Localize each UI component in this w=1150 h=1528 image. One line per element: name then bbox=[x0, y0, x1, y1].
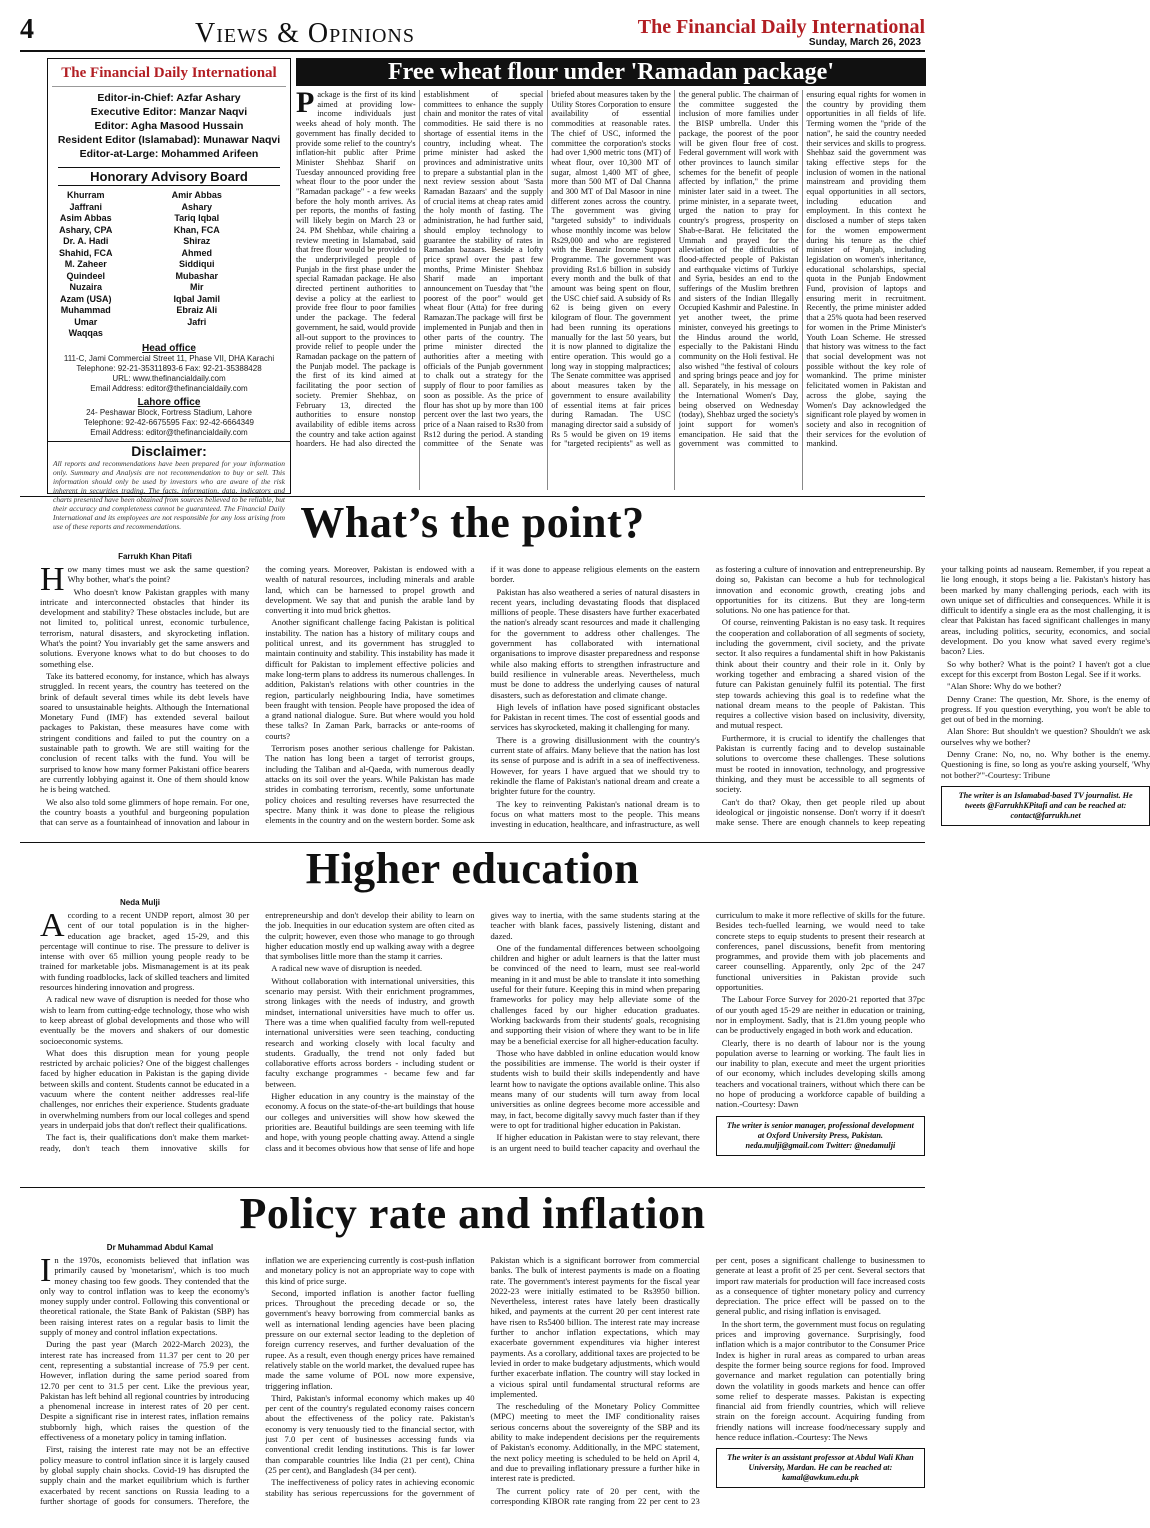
advisor-name: M. Zaheer Quindeel bbox=[64, 259, 107, 281]
article-paragraph: Second, imported inflation is another factor fuelling prices. Throughout the preceding decade or so, the government's heavy borrowing from commercial banks as well as international lending agencies have been placing pressure on our external sector leading to the depletion of foreign currency reserves, and further devaluation of the rupee. As a result, even though energy prices have remained relatively stable on the world market, the devalued rupee has made the same volume of POL now more expensive, triggering inflation. bbox=[265, 1287, 475, 1391]
article-paragraph: Those who have dabbled in online education would know the possibilities are immense. The world is their oyster if students wish to build their skills independently and have learnt how to navigate the options available online. This also means many of our students will turn away from local universities as online degrees become more accessible and may, in fact, become digitally savvy much faster than if they were to opt for traditional higher education in Pakistan. bbox=[490, 1047, 700, 1130]
article-paragraph: The key to reinventing Pakistan's national dream is to focus on what matters most to the people. This means investing in education, healthcare, and infrastructure, as well as fostering a culture of innovation and entrepreneurship. By doing so, Pakistan can become a hub for technological innovation and economic growth, creating jobs and opportunities for its citizens. But they are long-term solutions. No one has patience for that. bbox=[490, 564, 925, 830]
advisor-name: Muhammad Umar Waqqas bbox=[60, 305, 111, 338]
article-paragraph: Of course, reinventing Pakistan is no easy task. It requires the cooperation and collaboration of all segments of society, including the government, civil society, and the private sector. It also requires a fundamental shift in how Pakistanis think about their country and their role in it. Only by working together and embracing a shared vision of the future can Pakistan genuinely fulfil its potential. The first step towards achieving this goal is to redefine what the national dream means to the people of Pakistan. This requires a collective vision based on inclusivity, diversity, and mutual respect. bbox=[715, 617, 925, 731]
advisory-board-list bbox=[48, 190, 290, 340]
lahore-office-details bbox=[48, 408, 290, 438]
article-paragraph: High levels of inflation have posed significant obstacles for Pakistan in recent times. The cost of essential goods and services has skyrocketed, making it challenging for many. bbox=[490, 701, 700, 733]
editorial-staff bbox=[48, 91, 290, 161]
address-line: Telephone: 92-42-6675595 Fax: 92-42-6664349 bbox=[84, 417, 254, 427]
article-paragraph: Pakistan has also weathered a series of natural disasters in recent years, including devastating floods that displaced millions of people. These disasters have further exacerbated the nation's already scant resources and made it challenging for the government to address other challenges. The government has collaborated with international organisations to improve disaster preparedness and response while also making efforts to strengthen infrastructure and build resilience in vulnerable areas. Nevertheless, much must be done to address the underlying causes of natural disasters, such as deforestation and climate change. bbox=[490, 586, 700, 700]
drop-cap: A bbox=[40, 907, 65, 944]
article-paragraph: A radical new wave of disruption is needed. bbox=[271, 963, 423, 974]
article-paragraph: ccording to a recent UNDP report, almost 30 per cent of our total population is in the higher-education age bracket, aged 15-29, and this percentage will continue to rise. The pressure to deliver is intense with over 65 million young people ready to be trained for marketable jobs. Mismanagement is at its peak with funding roadblocks, lack of skilled teachers and limited resources hindering innovation and progress. bbox=[40, 910, 250, 993]
article-paragraph: Furthermore, it is crucial to identify the challenges that Pakistan is currently facing and to develop sustainable solutions to overcome these challenges. These solutions must be rooted in innovation, technology, and progressive thinking, and they must be accessible to all segments of society. bbox=[715, 732, 925, 795]
article-paragraph: What does this disruption mean for young people restricted by archaic policies? One of the biggest challenges faced by higher education in Pakistan is the gaping divide between skills and content. Students cannot be educated in a vacuum where the content neither addresses real-life challenges, nor enriches their experience. Students graduate in overwhelming numbers from our local colleges and spend years in underpaid jobs that don't reflect their qualifications. bbox=[40, 1047, 250, 1130]
advisor-name: Khurram Jaffrani bbox=[66, 190, 105, 212]
article-paragraph: The rescheduling of the Monetary Policy Committee (MPC) meeting to meet the IMF conditionality raises serious concerns about the sovereignty of the SBP and its ability to make independent decisions per the requirements of Pakistan's economy. Additionally, in the MPC statement, the next policy meeting is scheduled to be held on April 4, and due to prevailing inflationary pressure a further hike in interest rate is predicted. bbox=[490, 1401, 700, 1484]
masthead-paper-name: The Financial Daily International bbox=[52, 65, 286, 87]
address-line: Email Address: editor@thefinancialdaily.com bbox=[90, 383, 248, 393]
section-title: Views & Opinions bbox=[195, 18, 415, 49]
article-paragraph: First, raising the interest rate may not be an effective policy measure to control inflation since it is largely caused by global supply chain shocks. Covid-19 has disrupted the supply chain and the market equilibrium which is further exacerbated by recent sanctions on Russia leading to a further shortage of goods for consumers. Therefore, the inflation we are experiencing currently is cost-push inflation and monetary policy is not an appropriate way to cope with this kind of price surge. bbox=[40, 1255, 475, 1506]
article-paragraph: "Alan Shore: Why do we bother? bbox=[947, 681, 1062, 692]
head-office-details bbox=[48, 354, 290, 394]
drop-cap: I bbox=[40, 1252, 52, 1289]
article-paragraph: n the 1970s, economists believed that inflation was primarily caused by 'monetarism', which is too much money chasing too few goods. They contended that the only way to control inflation was to keep the economy's money supply under control. Following this conventional or theoretical rationale, the State Bank of Pakistan (SBP) has been raising interest rates on a regular basis to limit the supply of money and control inflation expectations. bbox=[40, 1255, 250, 1338]
paper-name: The Financial Daily International bbox=[637, 16, 925, 38]
article-paragraph: Alan Shore: But shouldn't we question? Shouldn't we ask ourselves why we bother? bbox=[941, 726, 1150, 747]
author-bio: The writer is senior manager, professional development at Oxford University Press, Pakistan. neda.mulji@gmail.com Twitter: @nedamulji bbox=[716, 1116, 925, 1156]
article-paragraph: The ineffectiveness of policy rates in achieving economic stability has serious repercussions for the government of Pakistan which is a significant borrower from commercial banks. The bulk of interest payments is made on a floating rate. The government's interest payments for the fiscal year 2022-23 were initially estimated to be Rs3950 billion. Nevertheless, interest rates have lately been drastically hiked, and payments at the current 20 per cent interest rate have risen to Rs5400 billion. The interest rate may increase further to anchor inflation expectations, which may exacerbate government expenditures via higher interest payments. As a corollary, additional taxes are projected to be levied in order to make budgetary adjustments, which would further exacerbate inflation. The country will stay locked in a vicious spiral until fundamental structural reforms are implemented. bbox=[265, 1255, 700, 1498]
article-paragraph: If higher education in Pakistan were to stay relevant, there is an urgent need to build teacher capacity and overhaul the curriculum to make it more reflective of skills for the future. Besides tech-fuelled learning, we would need to take concrete steps to equip students to present their research at conferences, panel discussions, benefit from mentoring programmes, and provide them with job placements and career counselling. Apparently, only 2pc of the 247 functional universities in Pakistan provide such opportunities. bbox=[490, 910, 925, 1153]
advisor-name: Shiraz Ahmed Siddiqui bbox=[179, 236, 215, 269]
article-paragraph: Denny Crane: The question, Mr. Shore, is the enemy of progress. If you question everything, you won't be able to get out of bed in the morning. bbox=[941, 693, 1150, 725]
article-paragraph: Third, Pakistan's informal economy which makes up 40 per cent of the country's regulated economy raises concern about the effectiveness of the policy rate. Pakistan's economy is very tenuously tied to the financial sector, with just 7.0 per cent of businesses accessing funds via conventional credit lending institutions. This is far lower than comparable countries like India (21 per cent), China (25 per cent), and Bangladesh (34 per cent). bbox=[265, 1392, 475, 1475]
article-paragraph: In the short term, the government must focus on regulating prices and improving governance. Surprisingly, food inflation which is a major contributor to the Consumer Price Index is higher in rural areas as compared to urban areas despite the former being source regions for food. Improved governance and market regulation can potentially bring down the volatility in goods markets and hence can offer some relief to desperate masses. Pakistan is expecting financial aid from friendly countries, which will relieve strain on the foreign account. Acquiring funding from friendly nations will increase food/necessary supply and hence reduce inflation.-Courtesy: The News bbox=[715, 1318, 925, 1443]
staff-line: Editor-in-Chief: Azfar Ashary bbox=[97, 92, 241, 104]
staff-line: Executive Editor: Manzar Naqvi bbox=[90, 106, 248, 118]
author-bio: The writer is an Islamabad-based TV journalist. He tweets @FarrukhKPitafi and can be reached at: contact@farrukh.net bbox=[941, 786, 1150, 826]
article-author: Dr Muhammad Abdul Kamal bbox=[106, 1243, 214, 1252]
article-paragraph: Higher education in any country is the mainstay of the economy. A focus on the state-of-the-art buildings that house our colleges and universities will show how skewed the priorities are. Beautiful buildings are seen teeming with life and hope, with young people chatting away. Attend a single class and it becomes obvious how that sense of life and hope gives way to inertia, with the same students staring at the teacher with blank faces, passively listening, distant and dazed. bbox=[265, 910, 700, 1153]
advisor-name: Ebraiz Ali Jafri bbox=[176, 305, 218, 327]
article-body bbox=[40, 561, 1150, 836]
article-paragraph: We also also told some glimmers of hope remain. For one, the country boasts a youthful and burgeoning population that can serve as a fountainhead of innovation and labour in the coming years. Moreover, Pakistan is endowed with a wealth of natural resources, including minerals and arable land, which can be harnessed to propel growth and development. We say that and punish the arable land by converting it into mud brick ghettos. bbox=[40, 564, 475, 828]
disclaimer-text: All reports and recommendations have been prepared for your information only. Summary and Analysis are not recommendation to buy or sell. This information should only be used by investors who are aware of the risk inherent in securities trading. The facts, information, data, indicators and charts presented have been obtained from sources believed to be reliable, but their accuracy and completeness cannot be guaranteed. The Financial Daily International and its employees are not responsible for any loss arising from use of these reports and recommendations. bbox=[53, 458, 285, 531]
article-paragraph: Who doesn't know Pakistan grapples with many intricate and interconnected obstacles that hinder its development and stability? These obstacles include, but are not limited to, political unrest, economic turbulence, terrorism, natural disasters, and skyrocketing inflation. What's the point? You invariably get the same answers and solutions. Everyone knows what to do but chooses to do something else. bbox=[40, 586, 250, 669]
staff-line: Editor-at-Large: Mohammed Arifeen bbox=[79, 148, 259, 160]
address-line: URL: www.thefinancialdaily.com bbox=[112, 373, 226, 383]
article-body bbox=[40, 907, 925, 1182]
issue-date: Sunday, March 26, 2023 bbox=[808, 37, 921, 48]
staff-line: Resident Editor (Islamabad): Munawar Naqvi bbox=[57, 134, 281, 146]
advisor-name: Tariq Iqbal Khan, FCA bbox=[173, 213, 220, 235]
article-paragraph: Without collaboration with international universities, this scenario may persist. With their enrichment programmes, strong linkages with the needs of industry, and growth mindset, international universities have much to offer us. There was a time when qualified faculty from well-reputed international universities were seen teaching, conducting research and working closely with local faculty and students. Gradually, the trend not only faded but collaborative efforts across borders - including student or faculty exchange programmes - became few and far between. bbox=[265, 975, 475, 1089]
lead-editorial-title: Free wheat flour under 'Ramadan package' bbox=[296, 58, 926, 86]
address-line: Email Address: editor@thefinancialdaily.com bbox=[90, 427, 248, 437]
advisor-name: Dr. A. Hadi Shahid, FCA bbox=[59, 236, 113, 258]
lead-editorial-body bbox=[296, 86, 926, 490]
article-paragraph: The current policy rate of 20 per cent, with the corresponding KIBOR rate ranging from 22 per cent to 23 per cent, poses a significant challenge to businessmen to generate at least a profit of 25 per cent. Several sectors that import raw materials for production will face increased costs as a consequence of tighter monetary policy and currency depreciation. The price effect will be passed on to the general public, and rising inflation is envisaged. bbox=[490, 1255, 925, 1506]
article-paragraph: A radical new wave of disruption is needed for those who wish to learn from cutting-edge technology, those who wish to keep abreast of global developments and those who will eventually be the movers and shakers of our domestic socioeconomic systems. bbox=[40, 994, 250, 1046]
lahore-office-heading: Lahore office bbox=[137, 396, 201, 408]
article-title: Higher education bbox=[305, 844, 640, 893]
article-paragraph: There is a growing disillusionment with the country's current state of affairs. Many believe that the nation has lost its sense of purpose and is adrift in a sea of ineffectiveness. However, for years I have argued that we should try to rekindle the flame of Pakistan's national dream and create a brighter future for the country. bbox=[490, 734, 700, 797]
lead-editorial-text: ackage is the first of its kind aimed at providing low-income individuals just weeks ahead of holy month. The government has finally decided to provide some relief to the country's inflation-hit public after Prime Minister Shehbaz Sharif on Tuesday announced providing free wheat flour to the poor under the "Ramadan package" - a few weeks before the holy month arrives. As per reports, the months of fasting will likely begin on March 23 or 24. PM Shehbaz, while chairing a review meeting in Islamabad, said that free flour would be provided to the underprivileged people of Punjab in the first phase under the special Ramadan package. He also directed pertinent authorities to devise a policy at the earliest to provide free flour to poor families under the package. The federal government, he said, would provide all-out support to the provinces to provide relief to people under the Ramadan package on the pattern of the Punjab model. The package is the first of its kind aimed at facilitating the poor section of society. Premier Shehbaz, on February 13, directed the authorities to ensure nonstop availability of edible items across the country and take action against hoarders. He had also directed the establishment of special committees to enhance the supply chain and monitor the rates of vital commodities. He said there is no shortage of essential items in the country, including wheat. The prime minister had asked the provinces and administrative units to prepare a substantial plan in the next review session about 'Sasta Ramadan Bazaars' and the supply of crucial items at cheap rates amid the holy month of fasting. The administration, he had further said, should employ technology to guarantee the stability of rates in Ramadan bazaars. Beside a lofty price sprawl over the past few months, Prime Minister Shehbaz Sharif made an important announcement on Tuesday that "the poorest of the poor" would get wheat flour (Atta) for free during Ramazan.The package will first be implemented in Punjab and then in other parts of the country. The prime minister directed the authorities after a meeting with officials of the Punjab government to chalk out a strategy for the supply of flour to poor families as soon as possible. As the price of flour has shot up by more than 100 percent over the last two years, the price of a Naan raised to Rs30 from Rs12 during the period. A standing committee of the Senate was briefed about measures taken by the Utility Stores Corporation to ensure availability of essential commodities at reasonable rates. The chief of USC, informed the committee the corporation's stocks had over 1,900 metric tons (MT) of wheat flour, over 10,300 MT of sugar, almost 1,400 MT of ghee, more than 500 MT of Dal Channa and 300 MT of Dal Masoor in nine different zones across the country. The government was giving "targeted subsidy" to individuals whose monthly income was below Rs29,000 and who are registered with the Benazir Income Support Programme. The government was providing Rs1.6 billion in subsidy every month and the bulk of that amount was being spent on flour, the USC chief said. A subsidy of Rs 62 is being given on every kilogram of flour. The government had been running its operations manually for the last 50 years, but it is now planned to digitalize the entire operation. This would go a long way in stopping malpractices; The Senate committee was apprised about measures taken by the government to ensure availability of essential items at fair prices during Ramadan. The USC managing director said a subsidy of Rs 5 would be given on 19 items for "targeted recipients" as well as the general public. The chairman of the committee suggested the inclusion of more families under the BISP umbrella. Under this package, the poorest of the poor will be given flour free of cost. Federal government will work with other provinces to launch similar schemes for the benefit of people affected by inflation," the prime minister later said in a tweet. The prime minister, in a separate tweet, urged the nation to pray for country's progress, prosperity on Shab-e-Barat. He felicitated the Ummah and prayed for the alleviation of the difficulties of flood-affected people of Pakistan and earthquake victims of Turkiye and Syria, besides an end to the sufferings of the Muslim brethren and sisters of the Indian Illegally Occupied Kashmir and Palestine. In yet another tweet, the prime minister, conveyed his greetings to the Hindus around the world, especially to the Pakistani Hindu community on the Holi festival. He also wished "the festival of colours and spring brings peace and joy for all. Separately, in his message on the International Women's Day, being observed on Wednesday (today), Shehbaz urged the society's joint support for women's emancipation. He said that the government was committed to ensuring equal rights for women in the country by providing them opportunities in all fields of life. Terming women the "pride of the nation", he said the country needed their services and skills to progress. Shehbaz said the government was taking effective steps for the inclusion of women in the national mainstream and providing them equal opportunities in all sectors, including education and employment. In this context he disclosed a number of steps taken for the women empowerment during his tenure as the chief minister of Punjab, including legislation on women's inheritance, educational scholarships, special quota in the Punjab Endowment Fund, provision of laptops and ensuring merit in recruitment. Recently, the prime minister added that a 25% quota had been reserved for women in the Prime Minister's Youth Loan Scheme. He stressed that history was witness to the fact that social development was not possible without the key role of womankind. The prime minister felicitated women in Pakistan and across the globe, saying the Women's Day acknowledged the significant role played by women in society and also in recognition of their services for the evolution of mankind. bbox=[296, 90, 926, 449]
advisor-name: Nuzaira Azam (USA) bbox=[59, 282, 112, 304]
article-paragraph: Another significant challenge facing Pakistan is political instability. The nation has a history of military coups and political unrest, and its government has struggled to maintain continuity and stability. This instability has made it difficult for Pakistan to implement effective policies and make long-term plans to address its numerous challenges. In addition, Pakistan's relations with other countries in the region, particularly neighbouring India, have sometimes been fraught with tension. People have proposed the idea of a grand national dialogue. Sure. But where would you hold these talks? In Zaman Park, barracks or ante-rooms of courts? bbox=[265, 617, 475, 741]
article-paragraph: Denny Crane: No, no, no. Why bother is the enemy. Questioning is fine, so long as you're asking yourself, 'Why not bother?'"-Courtesy: Tribune bbox=[941, 749, 1150, 780]
article-paragraph: Clearly, there is no dearth of labour nor is the young population averse to learning or working. The fault lies in our inability to plan, execute and meet the urgent priorities of our economy, which includes developing skills among teachers and vocational trainers, without which there can be no hope of producing a workforce capable of building a nation.-Courtesy: Dawn bbox=[715, 1037, 925, 1110]
advisor-name: Mubashar Mir bbox=[175, 270, 218, 292]
advisors-right-column bbox=[169, 190, 280, 340]
header-rule bbox=[20, 50, 925, 52]
page-header bbox=[0, 0, 945, 52]
article-paragraph: ow many times must we ask the same question? Why bother, what's the point? bbox=[67, 564, 250, 585]
page-number: 4 bbox=[20, 14, 34, 45]
advisor-name: Asim Abbas Ashary, CPA bbox=[59, 213, 113, 235]
address-line: 111-C, Jami Commercial Street 11, Phase VII, DHA Karachi bbox=[63, 353, 275, 363]
article-paragraph: So why bother? What is the point? I haven't got a clue except for this excerpt from Boston Legal. See if it works. bbox=[941, 658, 1150, 679]
masthead-box bbox=[47, 58, 291, 531]
advisor-name: Amir Abbas Ashary bbox=[171, 190, 222, 212]
address-line: Telephone: 92-21-35311893-6 Fax: 92-21-35388428 bbox=[76, 363, 262, 373]
advisor-name: Iqbal Jamil bbox=[173, 293, 221, 304]
address-line: 24- Peshawar Block, Fortress Stadium, Lahore bbox=[86, 407, 252, 417]
author-bio: The writer is an assistant professor at Abdul Wali Khan University, Mardan. He can be reached at: kamal@awkum.edu.pk bbox=[716, 1448, 925, 1488]
advisors-left-column bbox=[58, 190, 169, 340]
article-paragraph: Terrorism poses another serious challenge for Pakistan. The nation has long been a target of terrorist groups, including the Taliban and al-Qaeda, with numerous deadly attacks on its soil over the years. While Pakistan has made strides in combating terrorism, recently, some unfortunate policy choices and resulting reverses have resurrected the spectre. Many think it was done to please the religious elements in the country and on the western border. Some ask if it was done to appease religious elements on the eastern border. bbox=[265, 564, 700, 826]
advisory-board-heading: Honorary Advisory Board bbox=[58, 167, 280, 186]
article-paragraph: One of the fundamental differences between schoolgoing children and higher or adult learners is that the latter must be convinced of the need to learn, must see real-world meaning in it and must be able to translate it into something useful for their future. Keeping this in mind when preparing frameworks for policy may help alleviate some of the challenges faced by our higher education graduates. Working backwards from their students' goals, recognising and supporting their vision of where they want to be in life may be a beneficial exercise for all higher-education faculty. bbox=[490, 942, 700, 1046]
disclaimer-heading: Disclaimer: bbox=[48, 441, 290, 459]
article-title: Policy rate and inflation bbox=[239, 1189, 706, 1238]
article-title: What’s the point? bbox=[300, 498, 645, 547]
drop-cap: P bbox=[296, 86, 315, 119]
article-paragraph: The fact is, their qualifications don't make them market-ready, don't teach them innovative skills for entrepreneurship and don't develop their ability to learn on the job. Inequities in our education system are often cited as the culprit; however, even those who manage to go through higher education mostly end up walking away with a degree that symbolises little more than the stamp it carries. bbox=[40, 910, 475, 1153]
article-body bbox=[40, 1252, 925, 1525]
article-paragraph: During the past year (March 2022-March 2023), the interest rate has increased from 11.37 per cent to 20 per cent, representing a substantial increase of 75.9 per cent. However, inflation during the same period soared from 12.70 per cent to 31.5 per cent. Like the previous year, Pakistan has left behind all regional countries by introducing a phenomenal increase in interest rates of 20 per cent. Despite a significant rise in interest rates, inflation remains stubbornly high, which raises the question of the effectiveness of a monetary policy in taming inflation. bbox=[40, 1339, 250, 1443]
article-paragraph: Take its battered economy, for instance, which has always struggled. In recent years, the country has teetered on the brink of default several times while its debt levels have soared to unsustainable heights. Although the International Monetary Fund (IMF) has extended several bailout packages to Pakistan, these measures have come with stringent conditions and failed to put the country on a sustainable path to growth. We are still waiting for the conclusion of recent talks with the fund. You will be surprised to know how many former Pakistani office bearers are currently lobbying against it. One of them should know he is being watched. bbox=[40, 670, 250, 795]
drop-cap: H bbox=[40, 561, 65, 598]
article-paragraph: The Labour Force Survey for 2020-21 reported that 37pc of our youth aged 15-29 are neither in education or training, nor in employment. Sadly, that is 21.8m young people who can be productively engaged in both work and education. bbox=[715, 994, 925, 1036]
article-paragraph: Can't do that? Okay, then get people riled up about ideological or jingoistic nonsense. Don't worry if it doesn't make sense. There are enough channels to keep repeating your talking points ad nauseam. Remember, if you repeat a lie long enough, it stops being a lie. Pakistan's history has been marked by many challenging periods, each with its own unique set of difficulties and consequences. While it is difficult to identify a single era as the most challenging, it is clear that Pakistan has faced significant challenges in many areas, including politics, security, economics, and social development. Do you know what saved every regime's bacon? Lies. bbox=[715, 564, 1150, 828]
article-author: Farrukh Khan Pitafi bbox=[118, 552, 192, 561]
staff-line: Editor: Agha Masood Hussain bbox=[94, 120, 244, 132]
head-office-heading: Head office bbox=[142, 342, 196, 354]
article-author: Neda Mulji bbox=[119, 898, 160, 907]
